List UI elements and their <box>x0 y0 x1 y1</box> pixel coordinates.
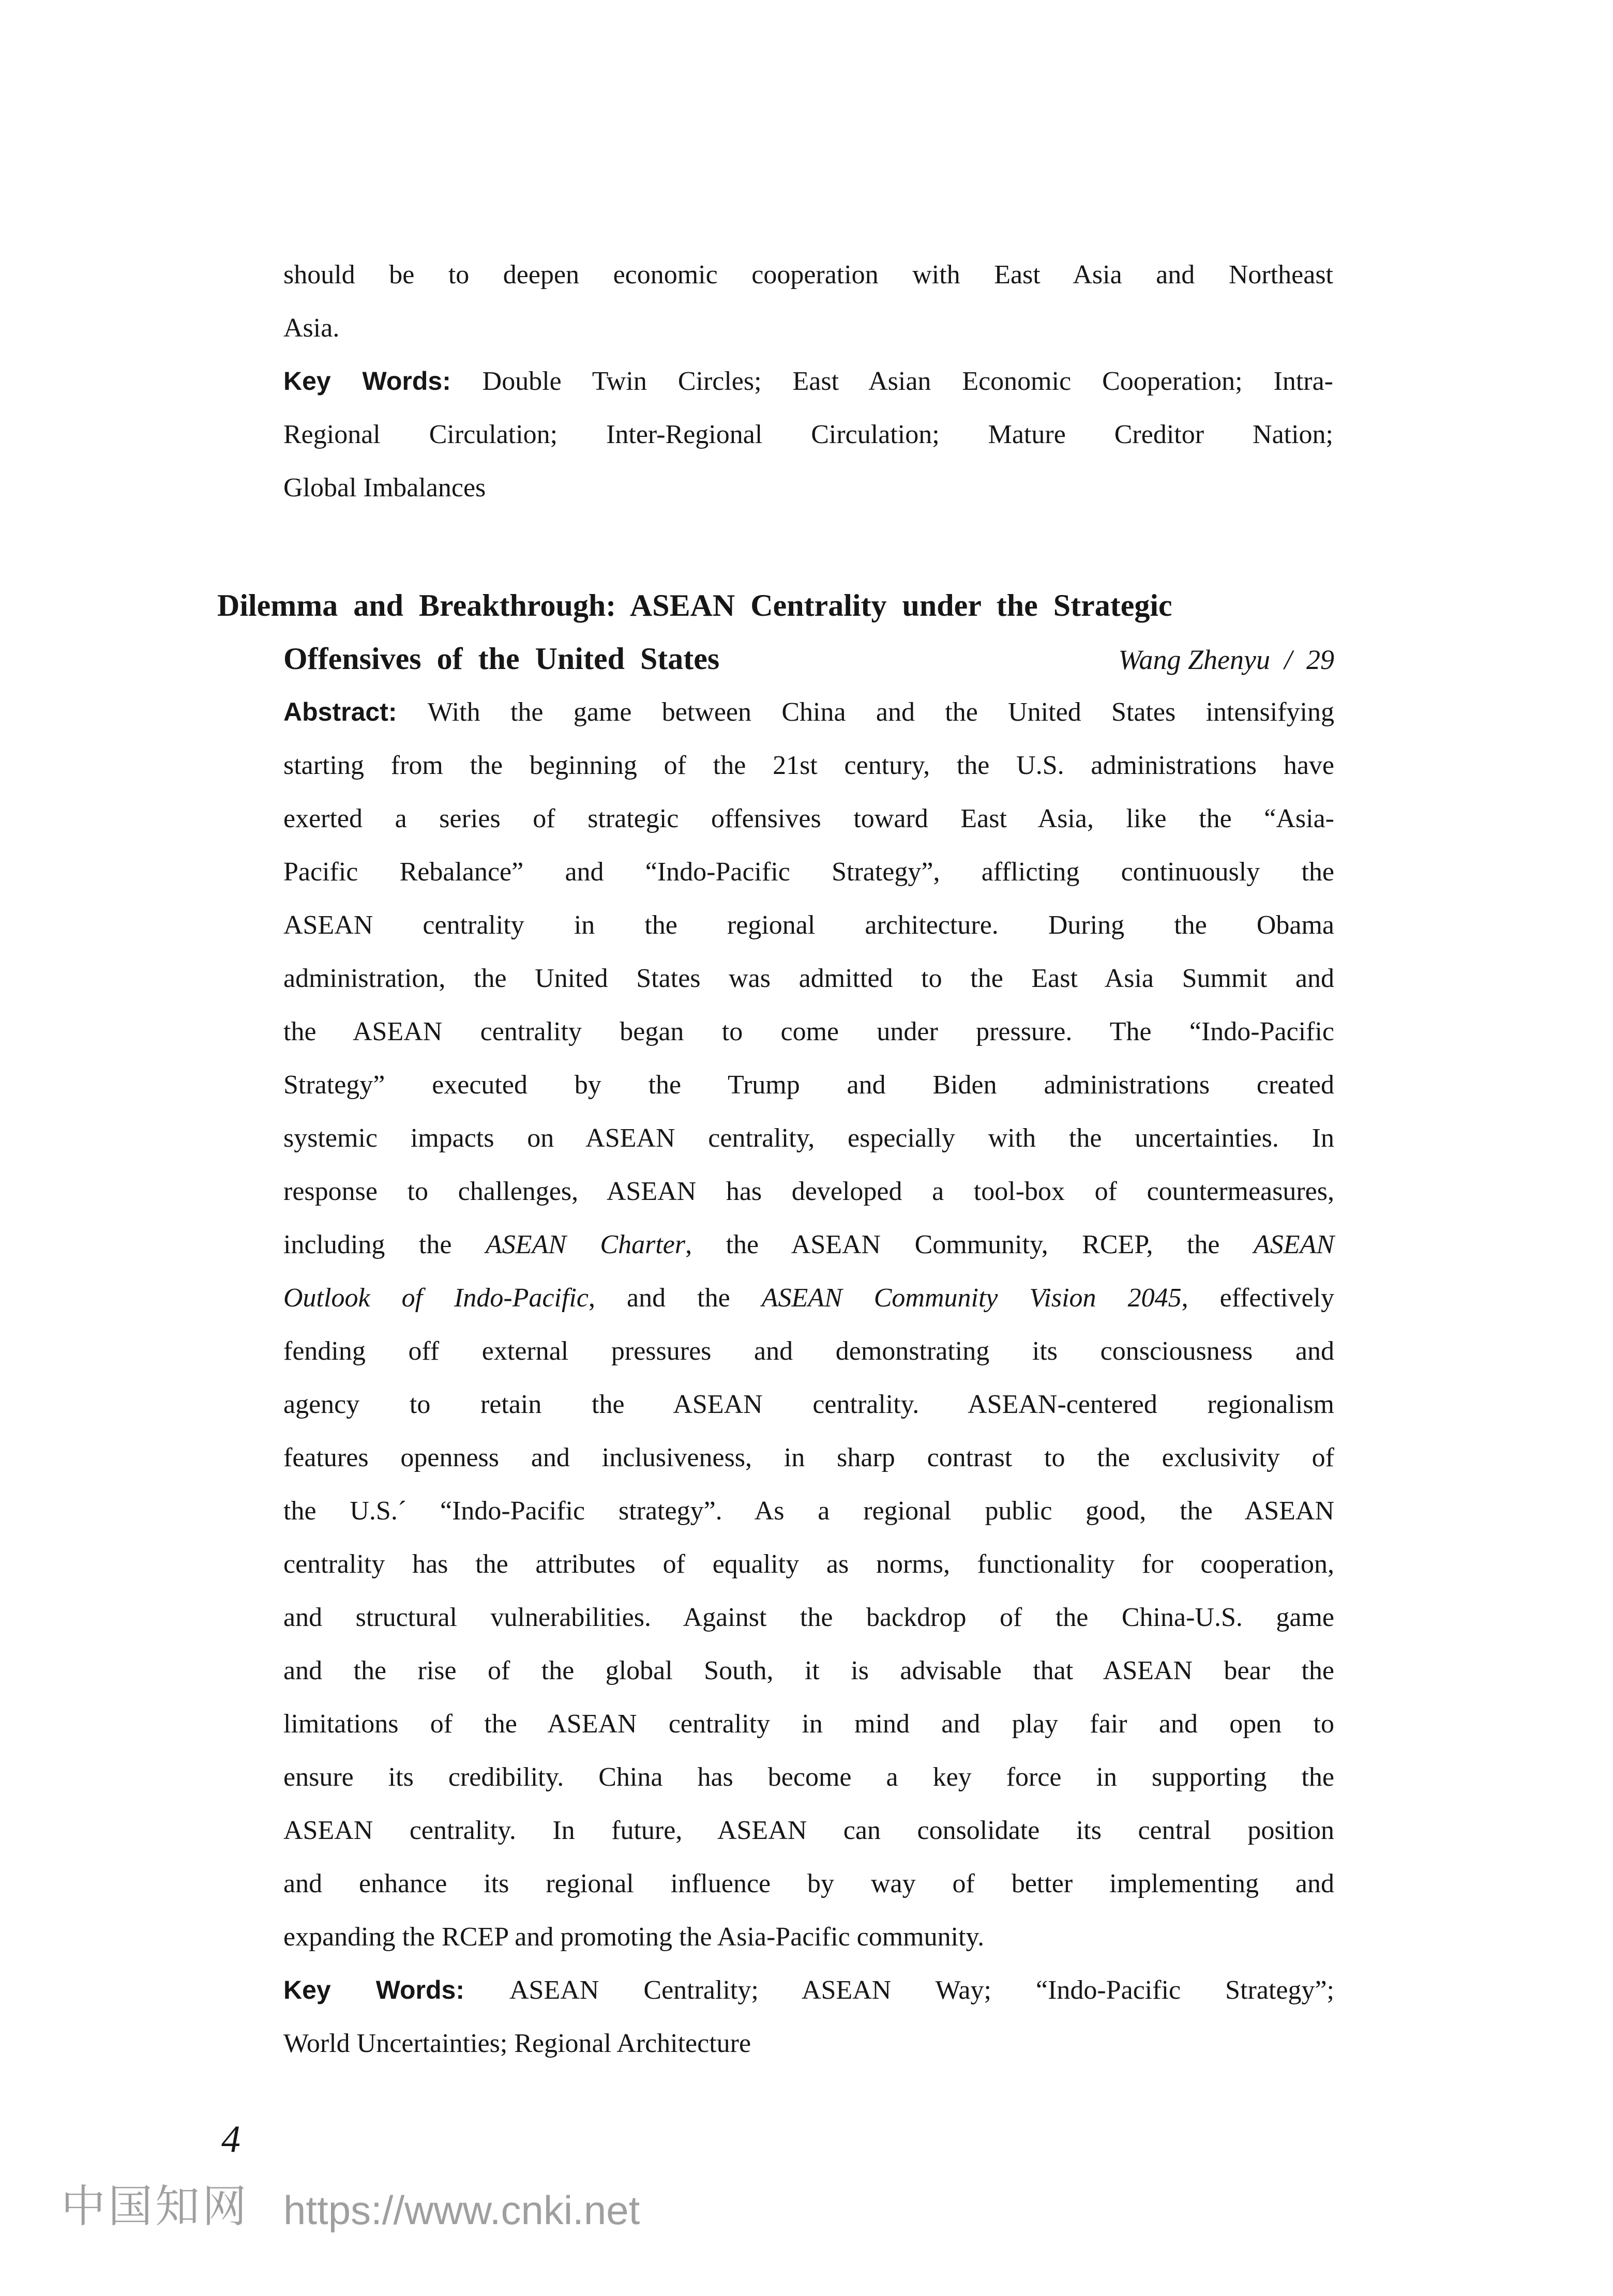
text-line <box>283 1964 1334 2017</box>
cnki-watermark-cn: 中国知网 <box>61 2182 249 2231</box>
text-line <box>283 1271 1334 1325</box>
text-segment: Global Imbalances <box>283 473 486 503</box>
text-segment: centrality has the attributes of equality as norms, functionality for cooperation, <box>283 1549 1334 1579</box>
text-line <box>283 1857 1334 1910</box>
author-name: Wang Zhenyu <box>1118 644 1270 675</box>
text-segment: and the rise of the global South, it is advisable that ASEAN bear the <box>283 1656 1334 1685</box>
text-line <box>283 845 1334 899</box>
article-byline <box>1118 633 1334 687</box>
text-line <box>283 1058 1334 1112</box>
text-segment: ASEAN centrality in the regional architecture. During the Obama <box>283 910 1334 940</box>
text-segment: Strategy” executed by the Trump and Biden administrations created <box>283 1070 1334 1100</box>
text-segment: response to challenges, ASEAN has developed a tool-box of countermeasures, <box>283 1177 1334 1206</box>
text-segment: World Uncertainties; Regional Architecture <box>283 2029 751 2058</box>
text-segment: ASEAN Centrality; ASEAN Way; “Indo-Pacific Strategy”; <box>509 1975 1334 2005</box>
text-segment: features openness and inclusiveness, in sharp contrast to the exclusivity of <box>283 1443 1334 1472</box>
text-segment: , the ASEAN Community, RCEP, the <box>685 1230 1254 1259</box>
text-line <box>283 952 1334 1005</box>
text-line <box>283 1697 1334 1751</box>
text-segment: Regional Circulation; Inter-Regional Circulation; Mature Creditor Nation; <box>283 420 1333 449</box>
text-line <box>283 355 1333 408</box>
cnki-watermark-url: https://www.cnki.net <box>283 2187 640 2233</box>
text-line <box>283 1591 1334 1644</box>
text-line <box>283 1112 1334 1165</box>
text-segment: Asia. <box>283 313 340 343</box>
field-label: Key Words: <box>283 367 483 396</box>
text-segment: Pacific Rebalance” and “Indo-Pacific Strategy”, afflicting continuously the <box>283 857 1334 887</box>
text-segment: administration, the United States was admitted to the East Asia Summit and <box>283 964 1334 993</box>
text-line <box>283 1218 1334 1271</box>
text-line <box>283 1484 1334 1538</box>
field-label: Abstract: <box>283 697 428 726</box>
text-segment: Outlook of Indo-Pacific <box>283 1283 589 1313</box>
text-segment: the U.S.´ “Indo-Pacific strategy”. As a regional public good, the ASEAN <box>283 1496 1334 1526</box>
article-title-line1: Dilemma and Breakthrough: ASEAN Centrality under the Strategic <box>217 588 1172 622</box>
text-line <box>283 1378 1334 1431</box>
text-segment: ensure its credibility. China has become a key force in supporting the <box>283 1762 1334 1792</box>
text-line <box>283 792 1334 845</box>
page-ref-separator: / <box>1284 644 1292 675</box>
article-title-line2: Offensives of the United States <box>283 642 720 676</box>
text-line <box>283 1751 1334 1804</box>
text-line <box>283 461 1333 514</box>
article-start-page: 29 <box>1306 644 1334 675</box>
text-segment: fending off external pressures and demonstrating its consciousness and <box>283 1336 1334 1366</box>
text-line <box>283 1644 1334 1697</box>
text-segment: expanding the RCEP and promoting the Asia-Pacific community. <box>283 1922 985 1952</box>
text-segment: including the <box>283 1230 486 1259</box>
text-line <box>283 248 1333 301</box>
text-line <box>283 1005 1334 1058</box>
text-segment: , and the <box>588 1283 762 1313</box>
text-line <box>283 1804 1334 1857</box>
text-segment: , effectively <box>1181 1283 1335 1313</box>
text-line <box>283 301 1333 355</box>
text-segment: With the game between China and the United States intensifying <box>427 697 1335 727</box>
text-segment: the ASEAN centrality began to come under pressure. The “Indo-Pacific <box>283 1017 1334 1046</box>
text-line <box>283 1910 1334 1964</box>
text-line <box>283 1165 1334 1218</box>
text-line <box>283 1538 1334 1591</box>
article-title-row <box>217 632 1334 686</box>
field-label: Key Words: <box>283 1975 509 2004</box>
text-segment: starting from the beginning of the 21st century, the U.S. administrations have <box>283 751 1334 780</box>
abstract-and-keywords <box>217 686 1334 2070</box>
text-segment: ASEAN Community Vision 2045 <box>761 1283 1182 1313</box>
page-number: 4 <box>221 2118 240 2161</box>
previous-abstract-tail <box>283 248 1333 514</box>
text-line <box>283 1431 1334 1484</box>
text-line <box>283 2017 1334 2070</box>
text-segment: ASEAN Charter <box>485 1230 686 1259</box>
text-segment: ASEAN centrality. In future, ASEAN can consolidate its central position <box>283 1816 1334 1845</box>
text-segment: limitations of the ASEAN centrality in mind and play fair and open to <box>283 1709 1334 1739</box>
text-line <box>283 899 1334 952</box>
text-line <box>283 739 1334 792</box>
text-segment: should be to deepen economic cooperation with East Asia and Northeast <box>283 260 1333 290</box>
article-entry <box>217 579 1334 2070</box>
text-segment: ASEAN <box>1254 1230 1334 1259</box>
text-segment: and structural vulnerabilities. Against the backdrop of the China-U.S. game <box>283 1603 1334 1632</box>
text-segment: exerted a series of strategic offensives toward East Asia, like the “Asia- <box>283 804 1334 833</box>
text-segment: and enhance its regional influence by way of better implementing and <box>283 1869 1334 1898</box>
text-line <box>283 686 1334 739</box>
text-line <box>283 408 1333 461</box>
text-segment: agency to retain the ASEAN centrality. ASEAN-centered regionalism <box>283 1390 1334 1419</box>
text-segment: systemic impacts on ASEAN centrality, especially with the uncertainties. In <box>283 1123 1334 1153</box>
text-segment: Double Twin Circles; East Asian Economic Cooperation; Intra- <box>482 367 1333 396</box>
text-line <box>283 1325 1334 1378</box>
